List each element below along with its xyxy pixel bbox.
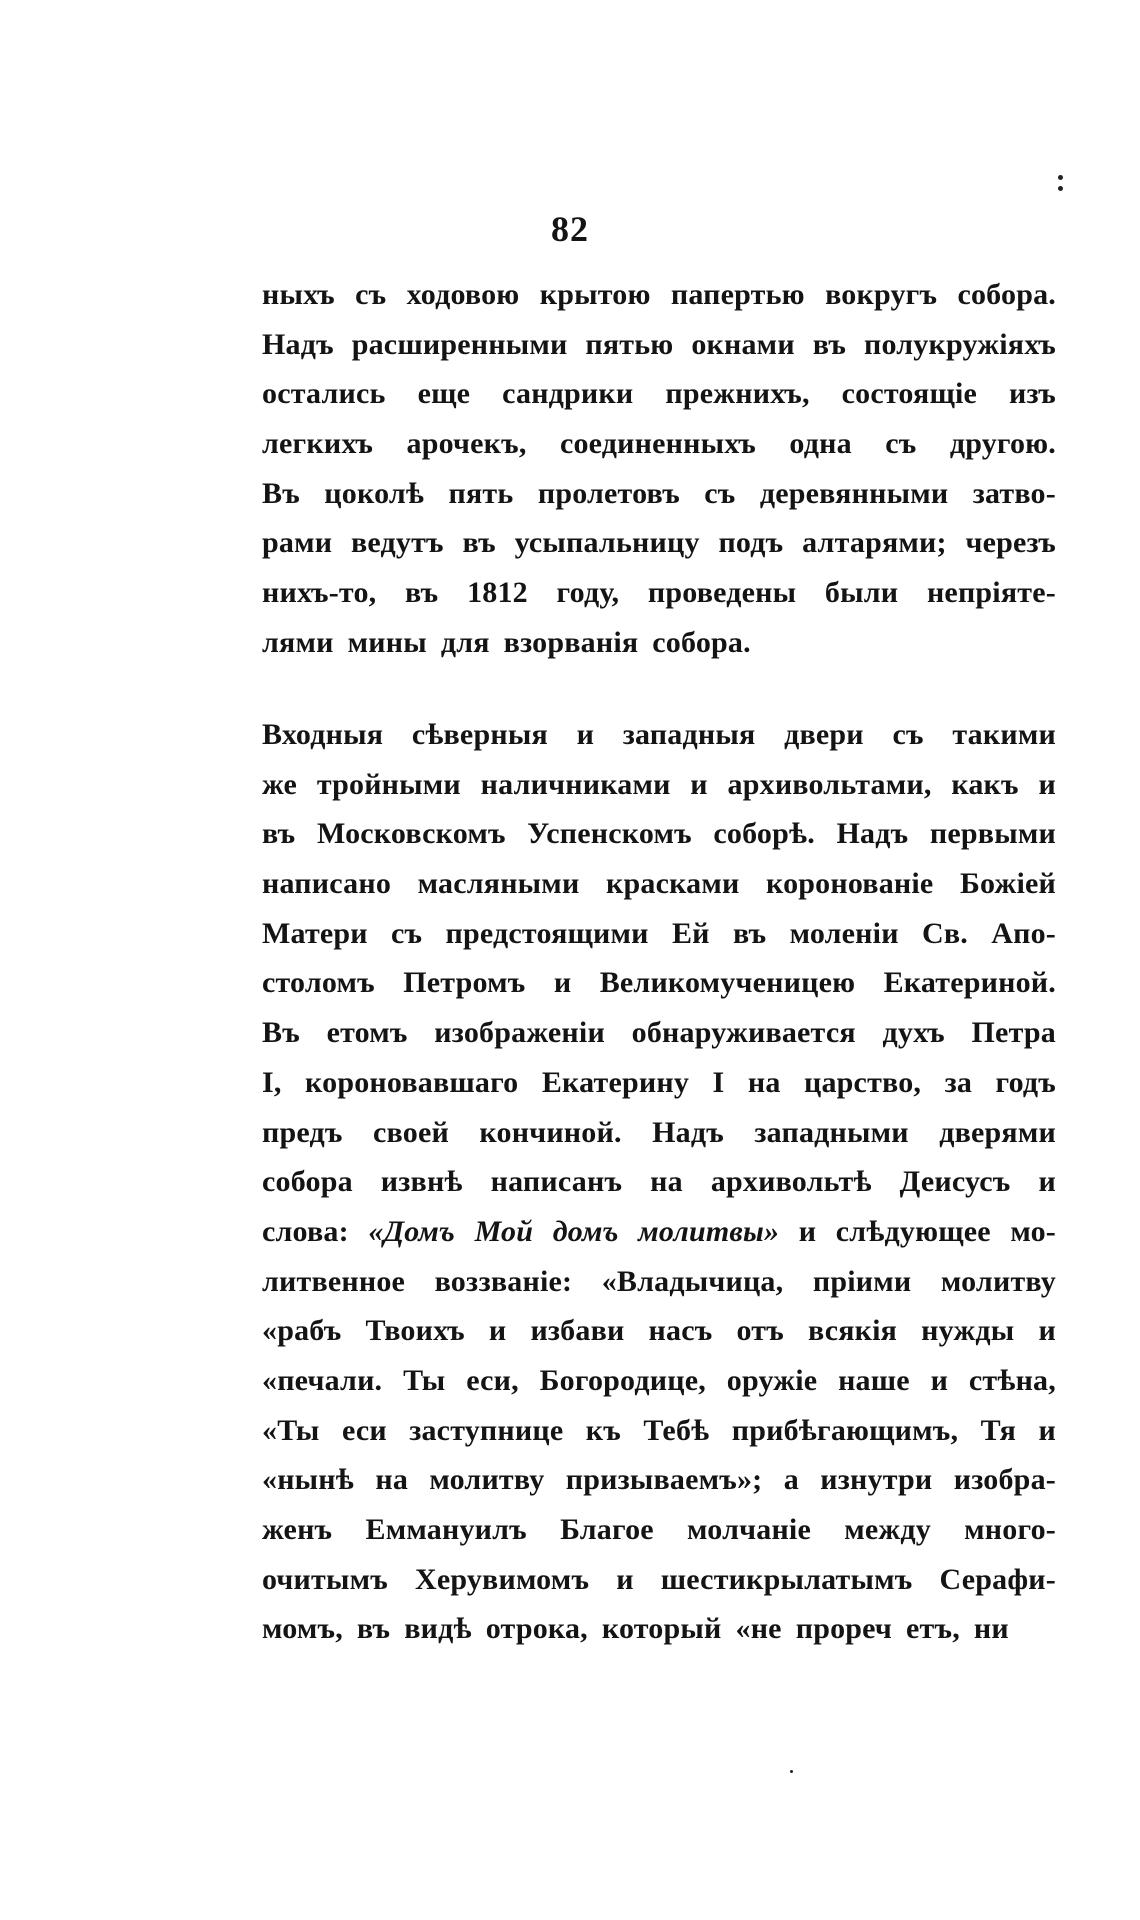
text-line bbox=[262, 859, 1056, 909]
text-line bbox=[262, 1207, 1056, 1257]
word: и bbox=[1038, 1165, 1056, 1199]
word: Петромъ bbox=[403, 966, 526, 1000]
word: призываемъ»; bbox=[565, 1463, 763, 1497]
text-line bbox=[262, 1455, 1056, 1505]
word: двери bbox=[784, 718, 864, 751]
text-line bbox=[262, 958, 1056, 1008]
word: ходовою bbox=[406, 278, 520, 311]
word: сѣверныя bbox=[411, 718, 548, 751]
word: и bbox=[576, 718, 595, 751]
word: году, bbox=[556, 576, 620, 610]
word: первыми bbox=[929, 817, 1056, 851]
word: шестикрылатымъ bbox=[660, 1562, 913, 1596]
word: прореч bbox=[795, 1612, 893, 1646]
word: непріяте- bbox=[926, 576, 1056, 610]
word: Херувимомъ bbox=[414, 1562, 590, 1596]
word: сандрики bbox=[502, 377, 634, 411]
word: изображеніи bbox=[434, 1016, 605, 1050]
word: легкихъ bbox=[262, 427, 374, 461]
word: слова: bbox=[262, 1214, 349, 1248]
word: царство, bbox=[803, 1065, 922, 1099]
word: I bbox=[712, 1065, 725, 1099]
word: такими bbox=[952, 718, 1056, 751]
word: и bbox=[798, 1214, 817, 1248]
word: лями bbox=[262, 625, 334, 659]
word: Надъ bbox=[836, 817, 909, 851]
word: очитымъ bbox=[262, 1562, 388, 1596]
word: Въ bbox=[262, 476, 300, 510]
word: молитвы» bbox=[638, 1214, 780, 1248]
word: Екатерину bbox=[541, 1065, 690, 1099]
word: тройными bbox=[316, 767, 461, 801]
word: Надъ bbox=[652, 1115, 724, 1149]
word: собора. bbox=[652, 625, 751, 659]
word: а bbox=[783, 1463, 799, 1497]
word: подъ bbox=[718, 526, 784, 560]
text-line bbox=[262, 1257, 1056, 1307]
word: черезъ bbox=[965, 526, 1056, 560]
word: етъ, bbox=[906, 1612, 960, 1646]
text-line bbox=[262, 909, 1056, 959]
word: заступнице bbox=[409, 1413, 564, 1447]
word: архивольтами, bbox=[727, 767, 932, 801]
word: на bbox=[650, 1165, 683, 1199]
word: отъ bbox=[736, 1314, 784, 1348]
word: моленіи bbox=[789, 916, 899, 950]
word: Св. bbox=[921, 916, 968, 950]
word: затво- bbox=[972, 476, 1056, 510]
word: состоящіе bbox=[841, 377, 978, 411]
word: Великомученицею bbox=[599, 966, 856, 1000]
word: который bbox=[601, 1612, 722, 1646]
text-line bbox=[262, 1555, 1056, 1605]
word: пріими bbox=[812, 1264, 912, 1298]
word: въ bbox=[732, 916, 767, 950]
word: въ bbox=[356, 1612, 391, 1646]
paragraph-1 bbox=[262, 270, 1056, 668]
word: написано bbox=[262, 867, 392, 901]
word: съ bbox=[885, 427, 917, 461]
word: прибѣгающимъ, bbox=[731, 1413, 959, 1447]
text-line bbox=[262, 1406, 1056, 1456]
word: женъ bbox=[262, 1513, 333, 1546]
word: полукружіяхъ bbox=[863, 327, 1056, 361]
word: ныхъ bbox=[262, 278, 335, 311]
word: папертью bbox=[670, 278, 805, 311]
word: «рабъ bbox=[262, 1314, 342, 1348]
speck-mark bbox=[1058, 175, 1063, 180]
word: дверями bbox=[939, 1115, 1056, 1149]
text-line bbox=[262, 1157, 1056, 1207]
word: молитву bbox=[429, 1463, 545, 1497]
text-line bbox=[262, 1604, 1056, 1654]
word: Петра bbox=[971, 1016, 1056, 1050]
text-line bbox=[262, 1306, 1056, 1356]
word: «не bbox=[735, 1612, 782, 1646]
word: другою. bbox=[949, 427, 1056, 461]
text-line bbox=[262, 419, 1056, 469]
word: Надъ bbox=[262, 327, 334, 361]
page-number: 82 bbox=[551, 209, 589, 249]
word: кончиной. bbox=[479, 1115, 622, 1149]
word: Екатериной. bbox=[883, 966, 1056, 1000]
word: и bbox=[930, 1363, 949, 1397]
word: Матери bbox=[262, 916, 368, 950]
word: молчаніе bbox=[687, 1513, 811, 1546]
word: Входныя bbox=[262, 718, 384, 751]
word: красками bbox=[606, 867, 740, 901]
word: собора bbox=[262, 1165, 353, 1199]
word: архивольтѣ bbox=[710, 1165, 872, 1199]
word: остались bbox=[262, 377, 386, 411]
word: одна bbox=[789, 427, 852, 461]
word: Тебѣ bbox=[643, 1413, 710, 1447]
text-line bbox=[262, 469, 1056, 519]
word: коронованіе bbox=[766, 867, 934, 901]
word: на bbox=[375, 1463, 409, 1497]
word: мины bbox=[347, 625, 427, 659]
word: на bbox=[747, 1065, 781, 1099]
word: много- bbox=[964, 1513, 1056, 1546]
word: еще bbox=[417, 377, 471, 411]
word: въ bbox=[812, 327, 847, 361]
word: пролетовъ bbox=[537, 476, 680, 510]
word: видѣ bbox=[404, 1612, 472, 1646]
word: всякія bbox=[807, 1314, 898, 1348]
text-line bbox=[262, 1108, 1056, 1158]
word: извнѣ bbox=[380, 1165, 463, 1199]
word: столомъ bbox=[262, 966, 375, 1000]
word: насъ bbox=[648, 1314, 713, 1348]
word: етомъ bbox=[326, 1016, 408, 1050]
word: соборѣ. bbox=[713, 817, 815, 851]
word: въ bbox=[262, 817, 296, 851]
text-line bbox=[262, 369, 1056, 419]
word: 1812 bbox=[467, 576, 528, 610]
word: наше bbox=[838, 1363, 910, 1397]
word: короновавшаго bbox=[305, 1065, 519, 1099]
text-line bbox=[262, 320, 1056, 370]
word: съ bbox=[892, 718, 924, 751]
word: съ bbox=[355, 278, 387, 311]
word: Мой bbox=[474, 1214, 534, 1248]
word: прежнихъ, bbox=[665, 377, 810, 411]
word: изъ bbox=[1009, 377, 1056, 411]
text-line bbox=[262, 1008, 1056, 1058]
word: за bbox=[944, 1065, 973, 1099]
word: момъ, bbox=[262, 1612, 343, 1646]
text-line bbox=[262, 760, 1056, 810]
word: Деисусъ bbox=[899, 1165, 1011, 1199]
word: и bbox=[1038, 1413, 1056, 1447]
word: алтарями; bbox=[802, 526, 947, 560]
word: ни bbox=[973, 1612, 1009, 1646]
word: изнутри bbox=[820, 1463, 933, 1497]
word: проведены bbox=[647, 576, 797, 610]
speck-mark bbox=[790, 1770, 793, 1773]
word: Твоихъ bbox=[365, 1314, 465, 1348]
word: пятью bbox=[585, 327, 674, 361]
text-line bbox=[262, 518, 1056, 568]
text-line bbox=[262, 710, 1056, 760]
word: отрока, bbox=[485, 1612, 588, 1646]
word: мо- bbox=[1010, 1214, 1056, 1248]
word: домъ bbox=[552, 1214, 619, 1248]
word: Ей bbox=[671, 916, 710, 950]
word: въ bbox=[405, 576, 439, 610]
word: и bbox=[488, 1314, 507, 1348]
word: для bbox=[440, 625, 490, 659]
word: I, bbox=[262, 1065, 282, 1099]
word: западныя bbox=[622, 718, 756, 751]
word: своей bbox=[373, 1115, 449, 1149]
word: изобра- bbox=[953, 1463, 1056, 1497]
word: пять bbox=[448, 476, 514, 510]
word: «нынѣ bbox=[262, 1463, 354, 1497]
speck-mark bbox=[1058, 186, 1063, 191]
word: воззваніе: bbox=[434, 1264, 573, 1298]
word: цоколѣ bbox=[324, 476, 425, 510]
word: Еммануилъ bbox=[365, 1513, 527, 1546]
word: были bbox=[824, 576, 899, 610]
word: оружіе bbox=[726, 1363, 818, 1397]
word: «Ты bbox=[262, 1413, 320, 1447]
text-line bbox=[262, 1058, 1056, 1108]
word: стѣна, bbox=[968, 1363, 1056, 1397]
word: духъ bbox=[882, 1016, 945, 1050]
word: западными bbox=[754, 1115, 909, 1149]
word: и bbox=[690, 767, 708, 801]
word: Ты bbox=[403, 1363, 446, 1397]
word: Успенскомъ bbox=[527, 817, 692, 851]
word: Богородице, bbox=[539, 1363, 706, 1397]
word: окнами bbox=[691, 327, 795, 361]
word: «Домъ bbox=[368, 1214, 456, 1248]
word: Въ bbox=[262, 1016, 300, 1050]
word: Серафи- bbox=[939, 1562, 1056, 1596]
text-line bbox=[262, 618, 1056, 668]
word: и bbox=[1038, 767, 1056, 801]
text-line bbox=[262, 1356, 1056, 1406]
word: молитву bbox=[940, 1264, 1056, 1298]
word: слѣдующее bbox=[835, 1214, 991, 1248]
word: и bbox=[553, 966, 572, 1000]
text-line bbox=[262, 809, 1056, 859]
word: вокругъ bbox=[825, 278, 938, 311]
word: нихъ-то, bbox=[262, 576, 377, 610]
word: избави bbox=[530, 1314, 625, 1348]
word: литвенное bbox=[262, 1264, 406, 1298]
word: съ bbox=[704, 476, 736, 510]
word: соединенныхъ bbox=[559, 427, 756, 461]
text-line bbox=[262, 270, 1056, 320]
word: обнаруживается bbox=[631, 1016, 856, 1050]
word: «Владычица, bbox=[601, 1264, 784, 1298]
word: годъ bbox=[995, 1065, 1056, 1099]
word: наличниками bbox=[480, 767, 671, 801]
word: Тя bbox=[980, 1413, 1017, 1447]
word: въ bbox=[462, 526, 496, 560]
text-line bbox=[262, 568, 1056, 618]
word: Божіей bbox=[960, 867, 1056, 901]
word: взорванія bbox=[503, 625, 639, 659]
word: ведутъ bbox=[350, 526, 444, 560]
word: масляными bbox=[417, 867, 580, 901]
word: еси, bbox=[466, 1363, 519, 1397]
word: Благое bbox=[560, 1513, 654, 1546]
word: деревянными bbox=[759, 476, 949, 510]
word: Апо- bbox=[991, 916, 1056, 950]
word: предъ bbox=[262, 1115, 343, 1149]
word: «печали. bbox=[262, 1363, 383, 1397]
word: къ bbox=[585, 1413, 621, 1447]
paragraph-2 bbox=[262, 710, 1056, 1654]
word: Московскомъ bbox=[316, 817, 506, 851]
word: какъ bbox=[951, 767, 1019, 801]
word: нужды bbox=[921, 1314, 1015, 1348]
word: съ bbox=[391, 916, 423, 950]
word: собора. bbox=[957, 278, 1056, 311]
word: написанъ bbox=[490, 1165, 623, 1199]
word: еси bbox=[341, 1413, 387, 1447]
word: рами bbox=[262, 526, 333, 560]
word: и bbox=[616, 1562, 634, 1596]
word: между bbox=[844, 1513, 931, 1546]
word: крытою bbox=[539, 278, 651, 311]
word: усыпальницу bbox=[514, 526, 700, 560]
word: и bbox=[1038, 1314, 1056, 1348]
word: предстоящими bbox=[445, 916, 649, 950]
word: арочекъ, bbox=[406, 427, 527, 461]
word: расширенными bbox=[351, 327, 568, 361]
word: же bbox=[262, 767, 298, 801]
text-line bbox=[262, 1505, 1056, 1555]
